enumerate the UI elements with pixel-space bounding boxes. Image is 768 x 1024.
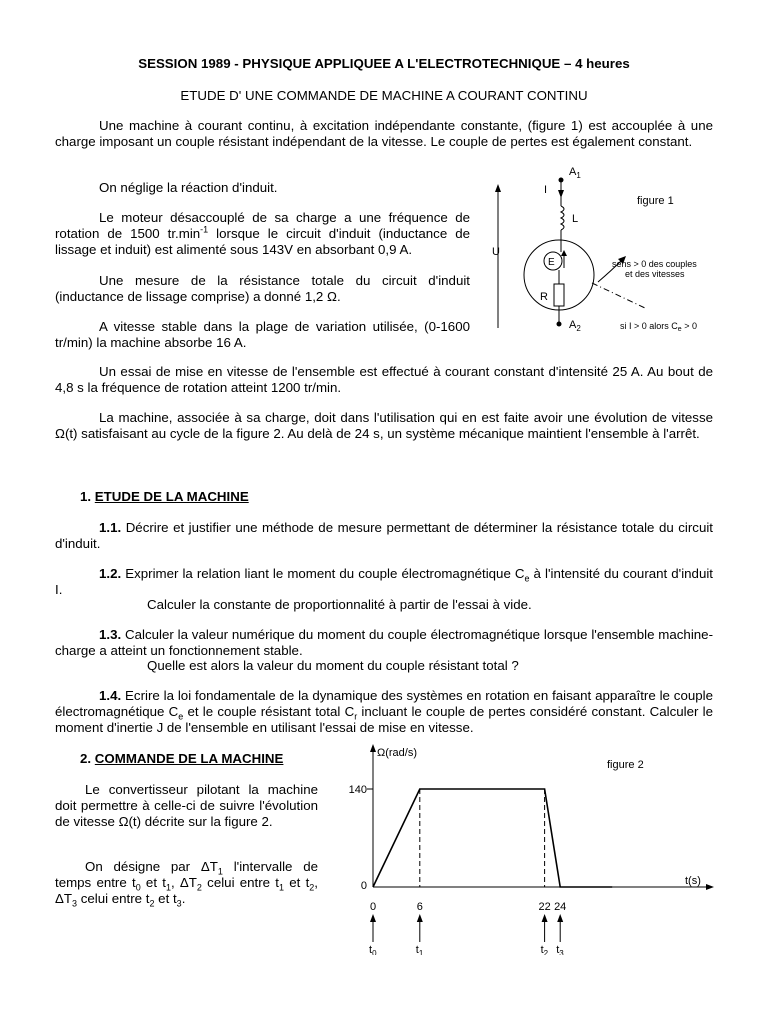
time-marker-arrow-head [557, 914, 563, 922]
inductor-L [561, 206, 564, 230]
label-A1: $A_1$ [569, 166, 581, 180]
y-axis-label: Ω(rad/s) [377, 747, 418, 759]
y-axis-arrow [370, 744, 376, 752]
torque-note-3: si I > 0 alors $C_e > 0$ [620, 321, 697, 333]
question-1-4: 1.4. Ecrire la loi fondamentale de la dynamique des systèmes en rotation en faisant apparaître le couple électromagnétique $C_e$ et le couple résistant total $C_r$ incluant le couple de pertes considéré constant. Calculer le moment d'inertie J de l'ensemble en utilisant l'essai de mise en vitesse. [55, 688, 714, 735]
y-tick-label: 140 [348, 784, 367, 796]
x-tick-label: 24 [554, 901, 567, 913]
time-marker-label: $t_3$ [556, 944, 564, 955]
intro-paragraph-2: On néglige la réaction d'induit. [99, 180, 278, 195]
question-1-3-followup: Quelle est alors la valeur du moment du couple résistant total ? [147, 658, 519, 673]
intro-paragraph-6: Un essai de mise en vitesse de l'ensemble est effectué à courant constant d'intensité 25 A. Au bout de 4,8 s la fréquence de rotation atteint 1200 tr/min. [55, 364, 713, 395]
speed-profile-line [373, 789, 612, 887]
intro-paragraph-3: Le moteur désaccouplé de sa charge a une fréquence de rotation de 1500 $tr.\min^{-1}$ lorsque le circuit d'induit (inductance de lissage et induit) est alimenté sous 143V en absorbant 0,9 A. [55, 210, 470, 257]
section-1-heading: 1. ETUDE DE LA MACHINE [80, 489, 249, 504]
time-marker-arrow-head [370, 914, 376, 922]
page-subtitle: ETUDE D' UNE COMMANDE DE MACHINE A COURANT CONTINU [180, 88, 588, 103]
torque-note-1: sens > 0 des couples [612, 259, 697, 269]
torque-note-2: et des vitesses [625, 269, 685, 279]
terminal-A2 [557, 322, 562, 327]
figure-1-caption: figure 1 [637, 195, 674, 207]
page-title: SESSION 1989 - PHYSIQUE APPLIQUEE A L'ELECTROTECHNIQUE – 4 heures [138, 56, 630, 71]
shaft-axis [592, 283, 645, 308]
intro-paragraph-1: Une machine à courant continu, à excitation indépendante constante, (figure 1) est accouplée à une charge imposant un couple résistant indépendant de la vitesse. Le couple de pertes est également constant. [55, 118, 713, 149]
y-tick-label: 0 [360, 880, 367, 892]
voltage-arrow-head [495, 184, 501, 192]
question-1-2: 1.2. Exprimer la relation liant le moment du couple électromagnétique $C_e$ à l'intensité du courant d'induit I. [55, 566, 713, 597]
resistor-R [554, 284, 564, 306]
x-tick-label: 0 [369, 901, 377, 913]
question-1-3: 1.3. Calculer la valeur numérique du moment du couple électromagnétique lorsque l'ensemble machine-charge a atteint un fonctionnement stable. [55, 627, 713, 658]
x-tick-label: 6 [416, 901, 423, 913]
section-2-paragraph-1: Le convertisseur pilotant la machine doit permettre à celle-ci de suivre l'évolution de vitesse Ω(t) décrite sur la figure 2. [55, 782, 318, 829]
intro-paragraph-4: Une mesure de la résistance totale du circuit d'induit (inductance de lissage comprise) a donné 1,2 Ω. [55, 273, 470, 304]
question-1-2-calc: Calculer la constante de proportionnalité à partir de l'essai à vide. [147, 597, 532, 612]
label-A2: $A_2$ [569, 319, 581, 333]
time-marker-label: $t_2$ [540, 944, 549, 955]
x-tick-label: 22 [538, 901, 551, 913]
current-arrow [558, 190, 564, 198]
figure-2-caption: figure 2 [607, 759, 644, 771]
section-2-heading: 2. COMMANDE DE LA MACHINE [80, 751, 284, 766]
intro-paragraph-7: La machine, associée à sa charge, doit dans l'utilisation qui en est faite avoir une évolution de vitesse Ω(t) satisfaisant au cycle de la figure 2. Au delà de 24 s, un système mécanique maintient l'ensemble à l'arrêt. [55, 410, 713, 441]
intro-paragraph-5: A vitesse stable dans la plage de variation utilisée, (0-1600 tr/min) la machine absorbe 16 A. [55, 319, 470, 350]
figure-1-circuit [480, 160, 720, 340]
time-marker-label: $t_0$ [369, 944, 377, 955]
x-axis-label: t(s) [685, 875, 701, 887]
time-marker-label: $t_1$ [415, 944, 424, 955]
emf-arrow-head [561, 250, 567, 256]
label-I: I [544, 184, 548, 196]
question-1-1: 1.1. Décrire et justifier une méthode de mesure permettant de déterminer la résistance totale du circuit d'induit. [55, 520, 713, 551]
label-R: R [540, 291, 548, 303]
terminal-A1 [559, 178, 564, 183]
time-marker-arrow-head [417, 914, 423, 922]
figure-2-chart [330, 740, 720, 955]
time-marker-arrow-head [542, 914, 548, 922]
x-axis-arrow [706, 884, 714, 890]
label-E: E [548, 257, 555, 268]
label-L: L [572, 213, 579, 225]
section-2-paragraph-2: On désigne par $\Delta T_1$ l'intervalle de temps entre $t_0$ et $t_1$, $\Delta T_2$ celui entre $t_1$ et $t_2$, $\Delta T_3$ celui entre $t_2$ et $t_3$. [55, 859, 318, 909]
label-U: U [492, 246, 500, 258]
